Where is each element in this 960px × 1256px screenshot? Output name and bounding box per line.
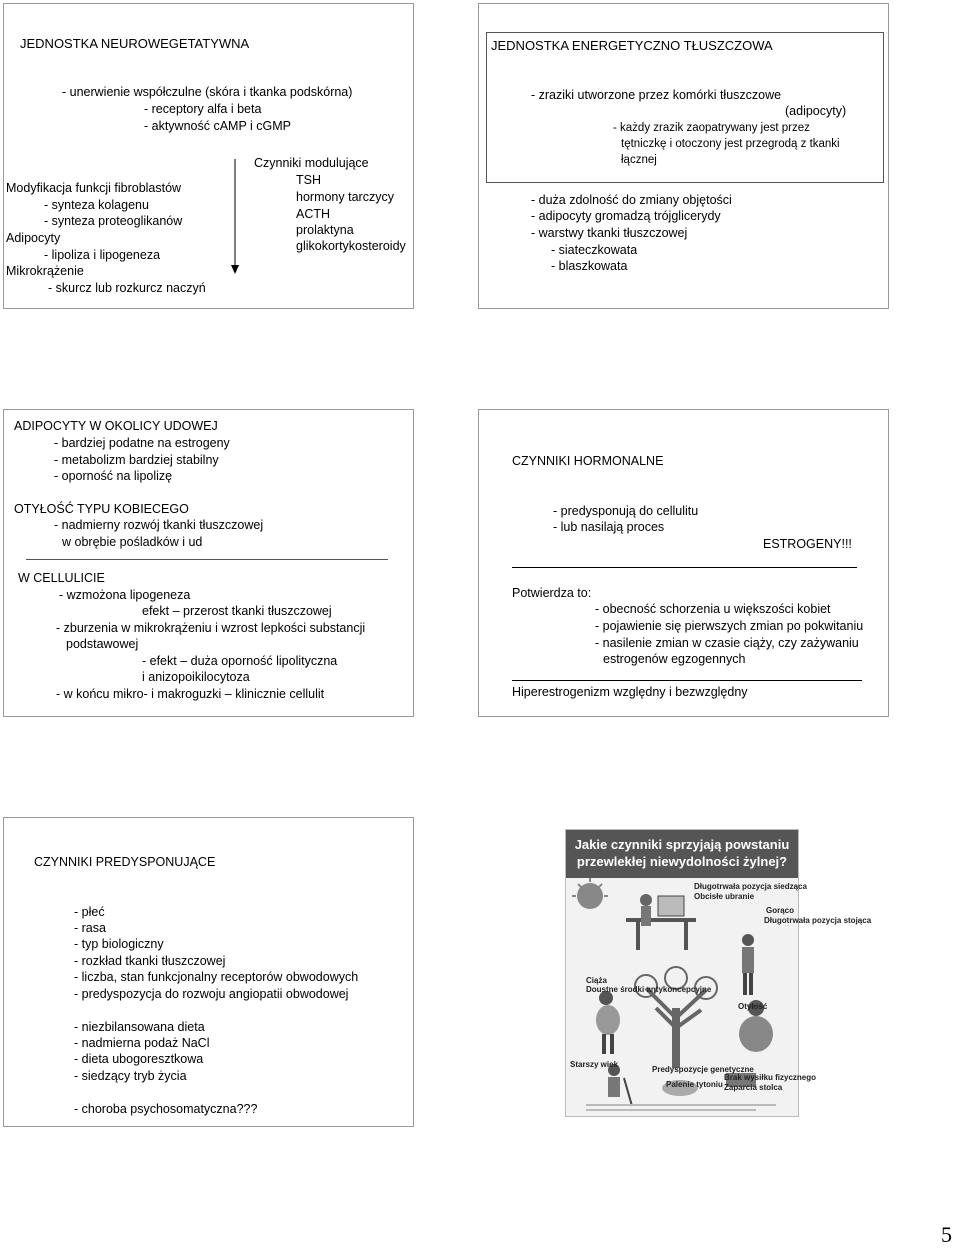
- text-line: podstawowej: [66, 637, 139, 651]
- text-line: łącznej: [621, 154, 657, 166]
- slide-neurovegetative: [3, 3, 414, 309]
- text-line: - unerwienie współczulne (skóra i tkanka podskórna): [62, 85, 353, 99]
- text-line: - typ biologiczny: [74, 937, 164, 951]
- text-line: - liczba, stan funkcjonalny receptorów obwodowych: [74, 970, 359, 984]
- text-line: - nasilenie zmian w czasie ciąży, czy zażywaniu: [595, 636, 859, 650]
- text-line: - siedzący tryb życia: [74, 1069, 187, 1083]
- text-line: Adipocyty: [6, 231, 61, 245]
- text-line: - nadmierna podaż NaCl: [74, 1036, 210, 1050]
- text-line: - predyspozycja do rozwoju angiopatii obwodowej: [74, 987, 349, 1001]
- text-line: - każdy zrazik zaopatrywany jest przez: [613, 122, 810, 134]
- text-line: ACTH: [296, 207, 331, 221]
- text-line: - warstwy tkanki tłuszczowej: [531, 226, 688, 240]
- text-line: tętniczkę i otoczony jest przegrodą z tkanki: [621, 138, 840, 150]
- slide-title: JEDNOSTKA ENERGETYCZNO TŁUSZCZOWA: [491, 38, 773, 53]
- down-arrow-icon: [230, 159, 240, 275]
- text-line: w obrębie pośladków i ud: [62, 535, 203, 549]
- slide-adipocytes-thigh: [3, 409, 414, 717]
- illustration-label: Otyłość: [738, 1002, 768, 1011]
- text-line: prolaktyna: [296, 223, 354, 237]
- text-line: - choroba psychosomatyczna???: [74, 1102, 258, 1116]
- text-line: - wzmożona lipogeneza: [59, 588, 191, 602]
- page-number: 5: [941, 1222, 952, 1247]
- text-line: - metabolizm bardziej stabilny: [54, 453, 219, 467]
- text-line: - predysponują do cellulitu: [553, 504, 699, 518]
- illustration-label: Brak wysiłku fizycznego: [724, 1073, 817, 1082]
- text-line: - skurcz lub rozkurcz naczyń: [48, 281, 206, 295]
- text-line: Mikrokrążenie: [6, 264, 84, 278]
- divider-line: [26, 559, 388, 560]
- text-line: glikokortykosteroidy: [296, 239, 406, 253]
- illustration-label: Doustne środki antykoncepcyjne: [586, 985, 712, 994]
- text-line: - obecność schorzenia u większości kobiet: [595, 602, 831, 616]
- text-line: - rasa: [74, 921, 106, 935]
- slide-title: JEDNOSTKA NEUROWEGETATYWNA: [20, 36, 250, 51]
- text-line: Potwierdza to:: [512, 586, 592, 600]
- text-line: Hiperestrogenizm względny i bezwzględny: [512, 685, 748, 699]
- text-line: - oporność na lipolizę: [54, 469, 173, 483]
- section-heading: W CELLULICIE: [18, 571, 105, 585]
- slide-hormonal-factors: [478, 409, 889, 717]
- slide-energy-fat: [478, 3, 889, 309]
- venous-insufficiency-illustration: [565, 829, 872, 1117]
- text-line: (adipocyty): [785, 104, 847, 118]
- text-line: - w końcu mikro- i makroguzki – klinicznie cellulit: [56, 687, 325, 701]
- section-heading: ADIPOCYTY W OKOLICY UDOWEJ: [14, 419, 218, 433]
- illustration-label: Zaparcia stolca: [724, 1083, 783, 1092]
- text-line: - lub nasilają proces: [553, 520, 665, 534]
- text-line: hormony tarczycy: [296, 190, 394, 204]
- text-line: - blaszkowata: [551, 259, 628, 273]
- text-line: - bardziej podatne na estrogeny: [54, 436, 230, 450]
- text-line: - duża zdolność do zmiany objętości: [531, 193, 732, 207]
- text-line: - niezbilansowana dieta: [74, 1020, 205, 1034]
- text-line: TSH: [296, 173, 321, 187]
- text-line: - pojawienie się pierwszych zmian po pokwitaniu: [595, 619, 864, 633]
- text-line: i anizopoikilocytoza: [142, 670, 250, 684]
- text-line: Czynniki modulujące: [254, 156, 369, 170]
- emphasis-text: ESTROGENY!!!: [763, 537, 852, 551]
- text-line: - zraziki utworzone przez komórki tłuszczowe: [531, 88, 782, 102]
- text-line: - aktywność cAMP i cGMP: [144, 119, 292, 133]
- slide-predisposing-factors: [3, 817, 414, 1127]
- text-line: - receptory alfa i beta: [144, 102, 262, 116]
- illustration-label: Predyspozycje genetyczne: [652, 1065, 754, 1074]
- illustration-label: Długotrwała pozycja stojąca: [764, 916, 872, 925]
- illustration-label: Starszy wiek: [570, 1060, 619, 1069]
- illustration-label: Palenie tytoniu: [666, 1080, 723, 1089]
- content-box: [486, 32, 884, 183]
- text-line: - rozkład tkanki tłuszczowej: [74, 954, 226, 968]
- text-line: - dieta ubogoresztkowa: [74, 1052, 204, 1066]
- slide-title: CZYNNIKI PREDYSPONUJĄCE: [34, 855, 216, 869]
- section-heading: OTYŁOŚĆ TYPU KOBIECEGO: [14, 502, 189, 516]
- illustration-label: Obcisłe ubranie: [694, 892, 755, 901]
- text-line: - płeć: [74, 905, 105, 919]
- divider-line: [512, 567, 857, 568]
- illustration-label: Ciąża: [586, 976, 607, 985]
- text-line: estrogenów egzogennych: [603, 652, 746, 666]
- text-line: - siateczkowata: [551, 243, 638, 257]
- illustration-label: Długotrwała pozycja siedząca: [694, 882, 807, 891]
- illustration-label: Gorąco: [766, 906, 795, 915]
- text-line: - zburzenia w mikrokrążeniu i wzrost lepkości substancji: [56, 621, 366, 635]
- slide-title: CZYNNIKI HORMONALNE: [512, 454, 664, 468]
- text-line: - lipoliza i lipogeneza: [44, 248, 161, 262]
- text-line: - efekt – duża oporność lipolityczna: [142, 654, 338, 668]
- text-line: - adipocyty gromadzą trójglicerydy: [531, 209, 721, 223]
- illustration-title: Jakie czynniki sprzyjają powstaniu przewlekłej niewydolności żylnej?: [566, 830, 798, 878]
- text-line: Modyfikacja funkcji fibroblastów: [6, 181, 182, 195]
- text-line: - synteza kolagenu: [44, 198, 149, 212]
- text-line: efekt – przerost tkanki tłuszczowej: [142, 604, 332, 618]
- text-line: - synteza proteoglikanów: [44, 214, 183, 228]
- divider-line: [512, 680, 862, 681]
- text-line: - nadmierny rozwój tkanki tłuszczowej: [54, 518, 264, 532]
